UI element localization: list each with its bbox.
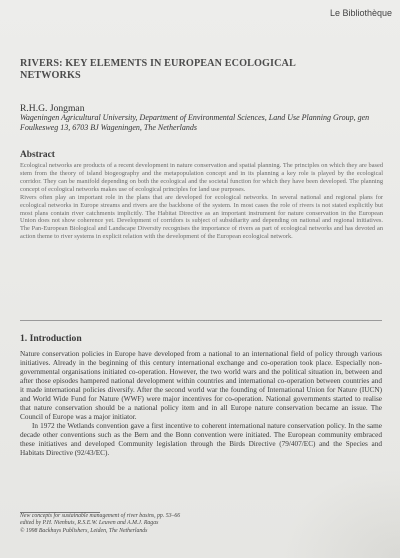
footnote-line: New concepts for sustainable management of river basins, pp. 53–66 — [20, 513, 181, 519]
abstract-body — [20, 162, 383, 241]
introduction-body — [20, 350, 382, 458]
abstract-paragraph: Rivers often play an important role in the plans that are developed for ecological networks. In several national and regional plans for ecological networks in Europe streams and rivers are the backbone of the system. In most cases the role of rivers is not stated explicitly but most plans contain river catchments implicitly. The Habitat Directive as an important instrument for nature conservation in the European Union does not show coherence yet. Development of corridors is subject of subsidiarity and depending on national and regional initiatives. The Pan-European Biological and Landscape Diversity recognises the importance of rivers as part of ecological networks and has devoted an action theme to river systems in explicit relation with the development of the European ecological network. — [20, 193, 383, 241]
introduction-paragraph: In 1972 the Wetlands convention gave a first incentive to coherent international nature conservation policy. In the same decade other conventions such as the Bern and the Bonn convention were initiated. The European community embraced these initiatives and developed Community legislation through the Birds Directive (79/407/EC) and the Species and Habitats Directive (92/43/EC). — [20, 422, 382, 458]
author-affiliation: Wageningen Agricultural University, Department of Environmental Sciences, Land Use Planning Group, gen Foulkesweg 13, 6703 BJ Wageningen, The Netherlands — [20, 113, 370, 132]
footnote-line: © 1998 Backhuys Publishers, Leiden, The Netherlands — [20, 527, 148, 534]
footnote — [20, 513, 280, 535]
footnote-line: edited by P.H. Nienhuis, R.S.E.W. Leuven and A.M.J. Ragas — [20, 520, 159, 527]
introduction-paragraph: Nature conservation policies in Europe have developed from a national to an international field of policy through various initiatives. Already in the beginning of this century international exchange and co-operation took place. Especially non-governmental organisations initiated co-operation. However, the two world wars and the political situation in, between and after those episodes hampered national development within countries and international co-operation between countries and it made international policies diversify. After the second world war the founding of International Union for Nature (IUCN) and World Wide Fund for Nature (WWF) were major incentives for co-operation. National governments started to realise that nature conservation should be a national policy item and in all Europe nature conservation became an issue. The Council of Europe was a major initiator. — [20, 350, 382, 422]
introduction-heading: 1. Introduction — [20, 333, 82, 344]
library-stamp: Le Bibliothèque — [329, 8, 392, 18]
paper-title: RIVERS: KEY ELEMENTS IN EUROPEAN ECOLOGICAL NETWORKS — [20, 58, 296, 82]
section-divider — [20, 320, 382, 321]
scan-shading — [280, 468, 400, 558]
abstract-paragraph: Ecological networks are products of a recent development in nature conservation and spatial planning. The principles on which they are based stem from the theory of island biogeography and the metapopulation concept and in its planning a key role is played by the ecological corridor. They can be manifold depending on both the ecological and the societal function for which they have been developed. The planning concept of ecological networks makes use of ecological principles for land use purposes. — [20, 162, 383, 193]
author-name: R.H.G. Jongman — [20, 103, 85, 114]
abstract-heading: Abstract — [20, 150, 55, 160]
